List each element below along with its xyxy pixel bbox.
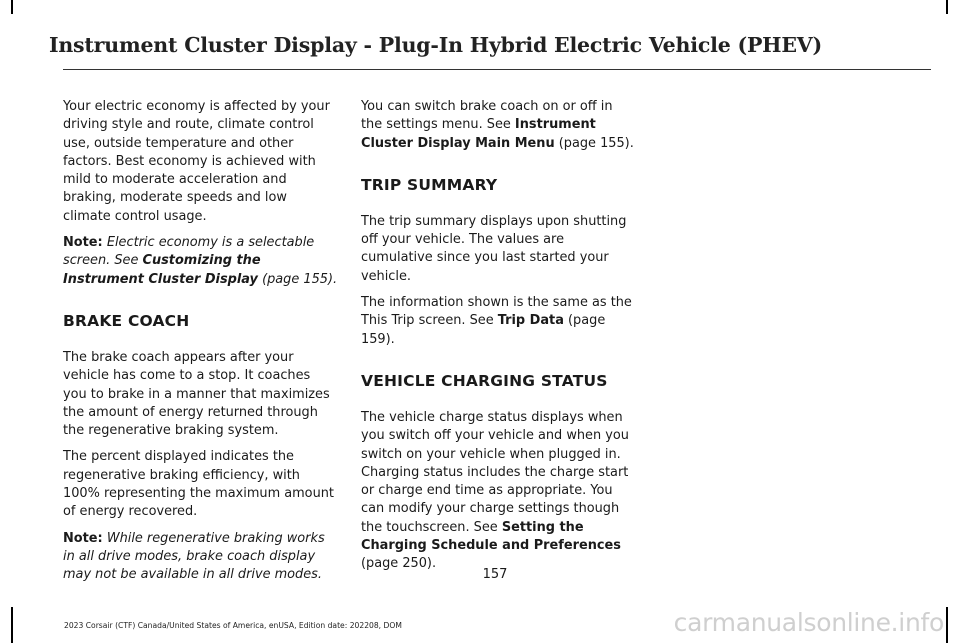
electric-economy-paragraph: Your electric economy is affected by your driving style and route, climate control use, outside temperature and other factors. Best economy is achieved with mild to moderate acceleration and braking, moderate speeds and low climate control usage. [63, 99, 330, 224]
crop-mark-top-left [11, 0, 13, 14]
trip-info-paragraph: The information shown is the same as the This Trip screen. See Trip Data (page 159). [361, 295, 632, 347]
brake-coach-settings-paragraph: You can switch brake coach on or off in the settings menu. See Instrument Cluster Display Main Menu (page 155). [361, 99, 634, 151]
crop-mark-bottom-left [11, 607, 13, 643]
page-header-title: Instrument Cluster Display - Plug-In Hybrid Electric Vehicle (PHEV) [48, 33, 822, 57]
cross-reference-link[interactable]: Instrument Cluster Display Main Menu [361, 117, 596, 151]
right-column [361, 98, 636, 582]
trip-summary-paragraph: The trip summary displays upon shutting off your vehicle. The values are cumulative since you last started your vehicle. [361, 213, 627, 284]
section-heading-brake-coach: BRAKE COACH [63, 311, 190, 330]
cross-reference-link[interactable]: Trip Data [497, 313, 564, 329]
note-text: Electric economy is a selectable screen. See [63, 235, 315, 269]
page-reference: (page 159). [361, 313, 606, 347]
note-label: Note: [63, 530, 103, 546]
note-electric-economy [63, 234, 338, 289]
watermark: carmanualsonline.info [673, 608, 944, 637]
page-number: 157 [482, 567, 508, 582]
header-divider [63, 69, 931, 70]
note-text: While regenerative braking works in all drive modes, brake coach display may not be available in all drive modes. [63, 530, 325, 583]
section-heading-vehicle-charging-status: VEHICLE CHARGING STATUS [361, 371, 608, 390]
crop-mark-bottom-right [946, 607, 948, 643]
crop-mark-top-right [946, 0, 948, 14]
edition-footer: 2023 Corsair (CTF) Canada/United States of America, enUSA, Edition date: 202208, DOM [64, 621, 402, 630]
cross-reference-link[interactable]: Customizing the Instrument Cluster Display [63, 253, 261, 287]
charging-status-paragraph: The vehicle charge status displays when you switch off your vehicle and when you switch on your vehicle when plugged in. Charging status includes the charge start or charge end time as appropriate. You can modify your charge settings though the touchscreen. See Setting the Charging Schedule and Preferences (page 250). [361, 409, 629, 572]
left-column [63, 98, 338, 593]
page-reference: (page 250). [361, 556, 437, 572]
regenerative-efficiency-paragraph: The percent displayed indicates the regenerative braking efficiency, with 100% representing the maximum amount of energy recovered. [63, 449, 334, 520]
page-reference: (page 155). [257, 271, 338, 287]
page-reference: (page 155). [554, 135, 634, 151]
note-label: Note: [63, 235, 103, 251]
section-heading-trip-summary: TRIP SUMMARY [361, 175, 498, 194]
cross-reference-link[interactable]: Setting the Charging Schedule and Preferences [361, 519, 621, 554]
brake-coach-paragraph: The brake coach appears after your vehicle has come to a stop. It coaches you to brake in a manner that maximizes the amount of energy returned through the regenerative braking system. [63, 349, 330, 439]
